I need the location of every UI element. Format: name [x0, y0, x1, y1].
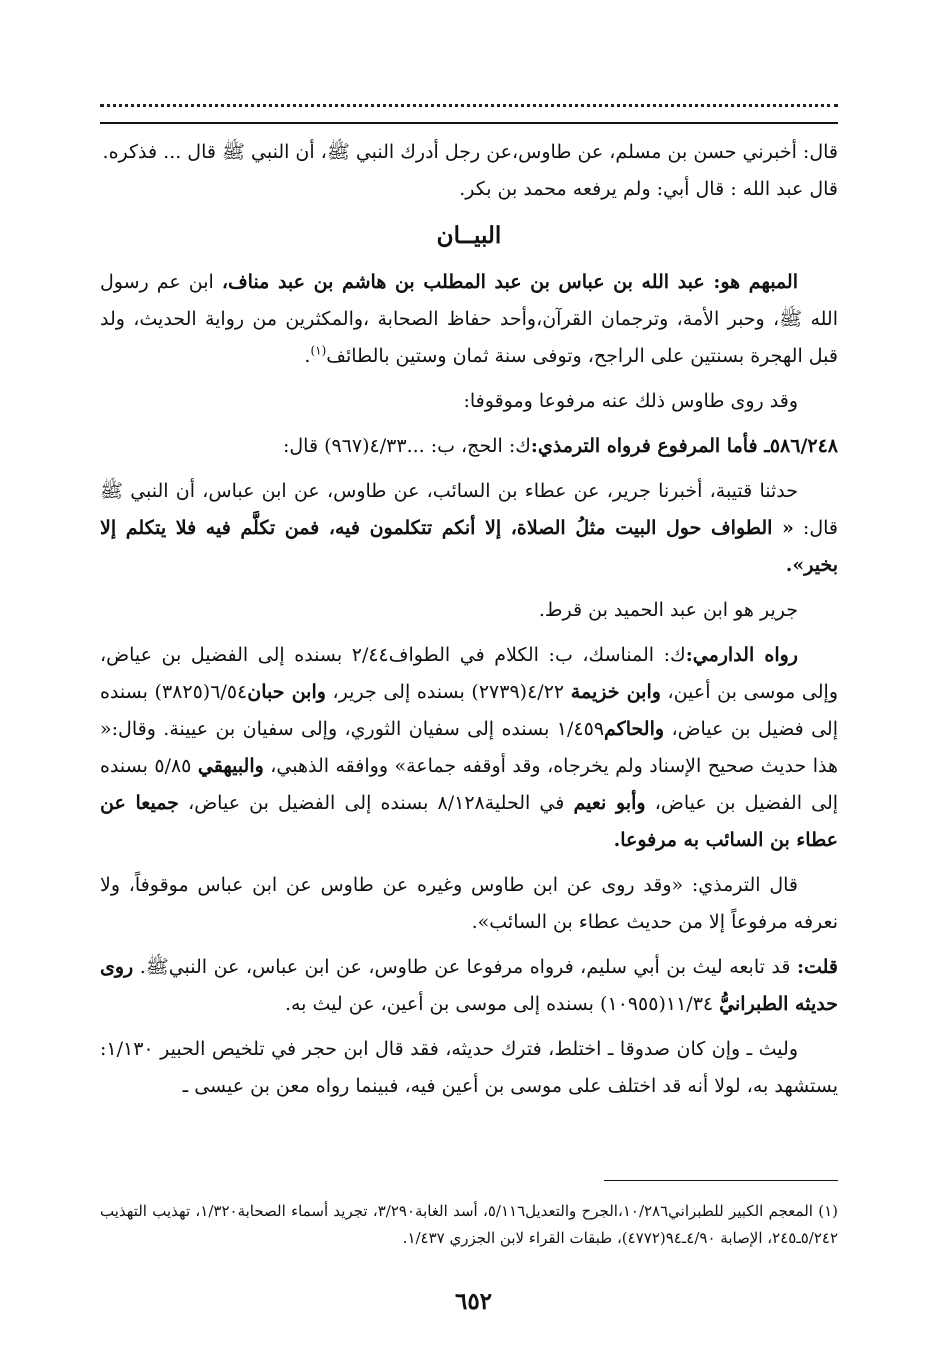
paragraph-tirmidhi-comment: قال الترمذي: «وقد روى عن ابن طاوس وغيره عن طاوس عن ابن عباس موقوفاً، ولا نعرفه مرفوعاً إلا من حديث عطاء بن السائب». [100, 874, 838, 933]
hadith-isnad: حدثنا قتيبة، أخبرنا جرير، عن عطاء بن السائب، عن طاوس، عن ابن عباس، أن النبي ﷺ قال: [100, 480, 838, 539]
takhrij-darimi: رواه الدارمي: [685, 644, 798, 666]
footnote-1: (١) المعجم الكبير للطبراني١٠/٢٨٦،الجرح والتعديل٥/١١٦، أسد الغابة٣/٢٩٠، تجريد أسماء الصحابة١/٣٢٠، تهذيب التهذيب ٥/٢٤٢ـ٢٤٥، الإصابة ٤/٩٠ـ٩٤(٤٧٧٢)، طبقات القراء لابن الجزري ١/٤٣٧. [100, 1202, 839, 1247]
hadith-matn: « الطواف حول البيت مثلُ الصلاة، إلا أنكم تتكلمون فيه، فمن تكلَّم فيه فلا يتكلم إلا بخير». [100, 517, 838, 576]
mubham-end: . [304, 345, 311, 367]
qultu-text: قد تابعه ليث بن أبي سليم، فرواه مرفوعا عن طاوس، عن ابن عباس، عن النبيﷺ. [133, 956, 797, 978]
footnote-rule [604, 1180, 838, 1181]
mubham-heading: المبهم هو: عبد الله بن عباس بن عبد المطلب بن هاشم بن عبد مناف، [221, 271, 798, 293]
paragraph-isnad [100, 134, 838, 208]
hadith-number: ٥٨٦/٢٤٨ـ فأما المرفوع فرواه الترمذي: [530, 435, 838, 457]
paragraph-jarir: جرير هو ابن عبد الحميد بن قرط. [538, 599, 798, 621]
header-dotted-line [100, 92, 838, 107]
section-title: البيــان [436, 222, 502, 249]
isnad-text: قال: أخبرني حسن بن مسلم، عن طاوس،عن رجل أدرك النبي ﷺ، أن النبي ﷺ قال ... فذكره. [102, 141, 838, 163]
takhrij-hibban: وابن حبان [247, 681, 326, 703]
takhrij-khuzaymah: وابن خزيمة [570, 681, 661, 703]
hadith-source: ك: الحج، ب: ...٤/٣٣(٩٦٧) قال: [282, 435, 531, 457]
qultu-label: قلت: [796, 956, 838, 978]
takhrij-t2: ٤/٢٢(٢٧٣٩) بسنده إلى جرير، [325, 681, 571, 703]
footnotes [100, 1198, 838, 1252]
paragraph-intro: وقد روى طاوس ذلك عنه مرفوعا وموقوفا: [463, 390, 798, 412]
paragraph-hadith-number [100, 428, 838, 465]
footnote-ref: (١) [310, 343, 327, 358]
main-text [100, 134, 838, 1113]
takhrij-t4: ١/٤٥٩ بسنده إلى سفيان الثوري، وإلى سفيان بن عيينة. وقال:« هذا حديث صحيح الإسناد ولم يخرجاه، وقد أوقفه جماعة» ووافقه الذهبي، [100, 718, 838, 777]
takhrij-conclusion: جميعا عن عطاء بن السائب به مرفوعا. [100, 792, 838, 851]
takhrij-bayhaqi: والبيهقي [197, 755, 264, 777]
paragraph-takhrij [100, 637, 838, 859]
takhrij-t6: في الحلية٨/١٢٨ بسنده إلى الفضيل بن عياض، [178, 792, 574, 814]
takhrij-t3: ٦/٥٤(٣٨٢٥) بسنده إلى فضيل بن عياض، [100, 681, 838, 740]
qultu-tabarani-text: ١١/٣٤(١٠٩٥٥) بسنده إلى موسى بن أعين، عن ليث به. [284, 993, 720, 1015]
takhrij-abu-nuaym: وأبو نعيم [573, 792, 646, 814]
takhrij-t1: ك: المناسك، ب: الكلام في الطواف٢/٤٤ بسنده إلى الفضيل بن عياض، وإلى موسى بن أعين، [100, 644, 839, 703]
takhrij-t5: ٥/٨٥ بسنده إلى الفضيل بن عياض، [100, 755, 839, 814]
paragraph-layth: وليث ـ وإن كان صدوقا ـ اختلط، فترك حديثه، فقد قال ابن حجر في تلخيص الحبير ١/١٣٠: يستشهد به، لولا أنه قد اختلف على موسى بن أعين فيه، فبينما رواه معن بن عيسى ـ [100, 1038, 838, 1097]
takhrij-hakim: والحاكم [604, 718, 665, 740]
mubham-text: ابن عم رسول الله ﷺ، وحبر الأمة، وترجمان القرآن،وأحد حفاظ الصحابة ،والمكثرين من رواية الحديث، ولد قبل الهجرة بسنتين على الراجح، وتوفى سنة ثمان وستين بالطائف [100, 271, 838, 367]
paragraph-hadith-text [100, 473, 838, 584]
isnad-note: قال عبد الله : قال أبي: ولم يرفعه محمد بن بكر. [459, 178, 838, 200]
qultu-tabarani: روى حديثه الطبرانيُّ [100, 956, 838, 1015]
page-number: ٦٥٢ [454, 1288, 493, 1315]
header-rule [100, 122, 838, 124]
paragraph-mubham [100, 264, 838, 375]
paragraph-qultu [100, 949, 838, 1023]
